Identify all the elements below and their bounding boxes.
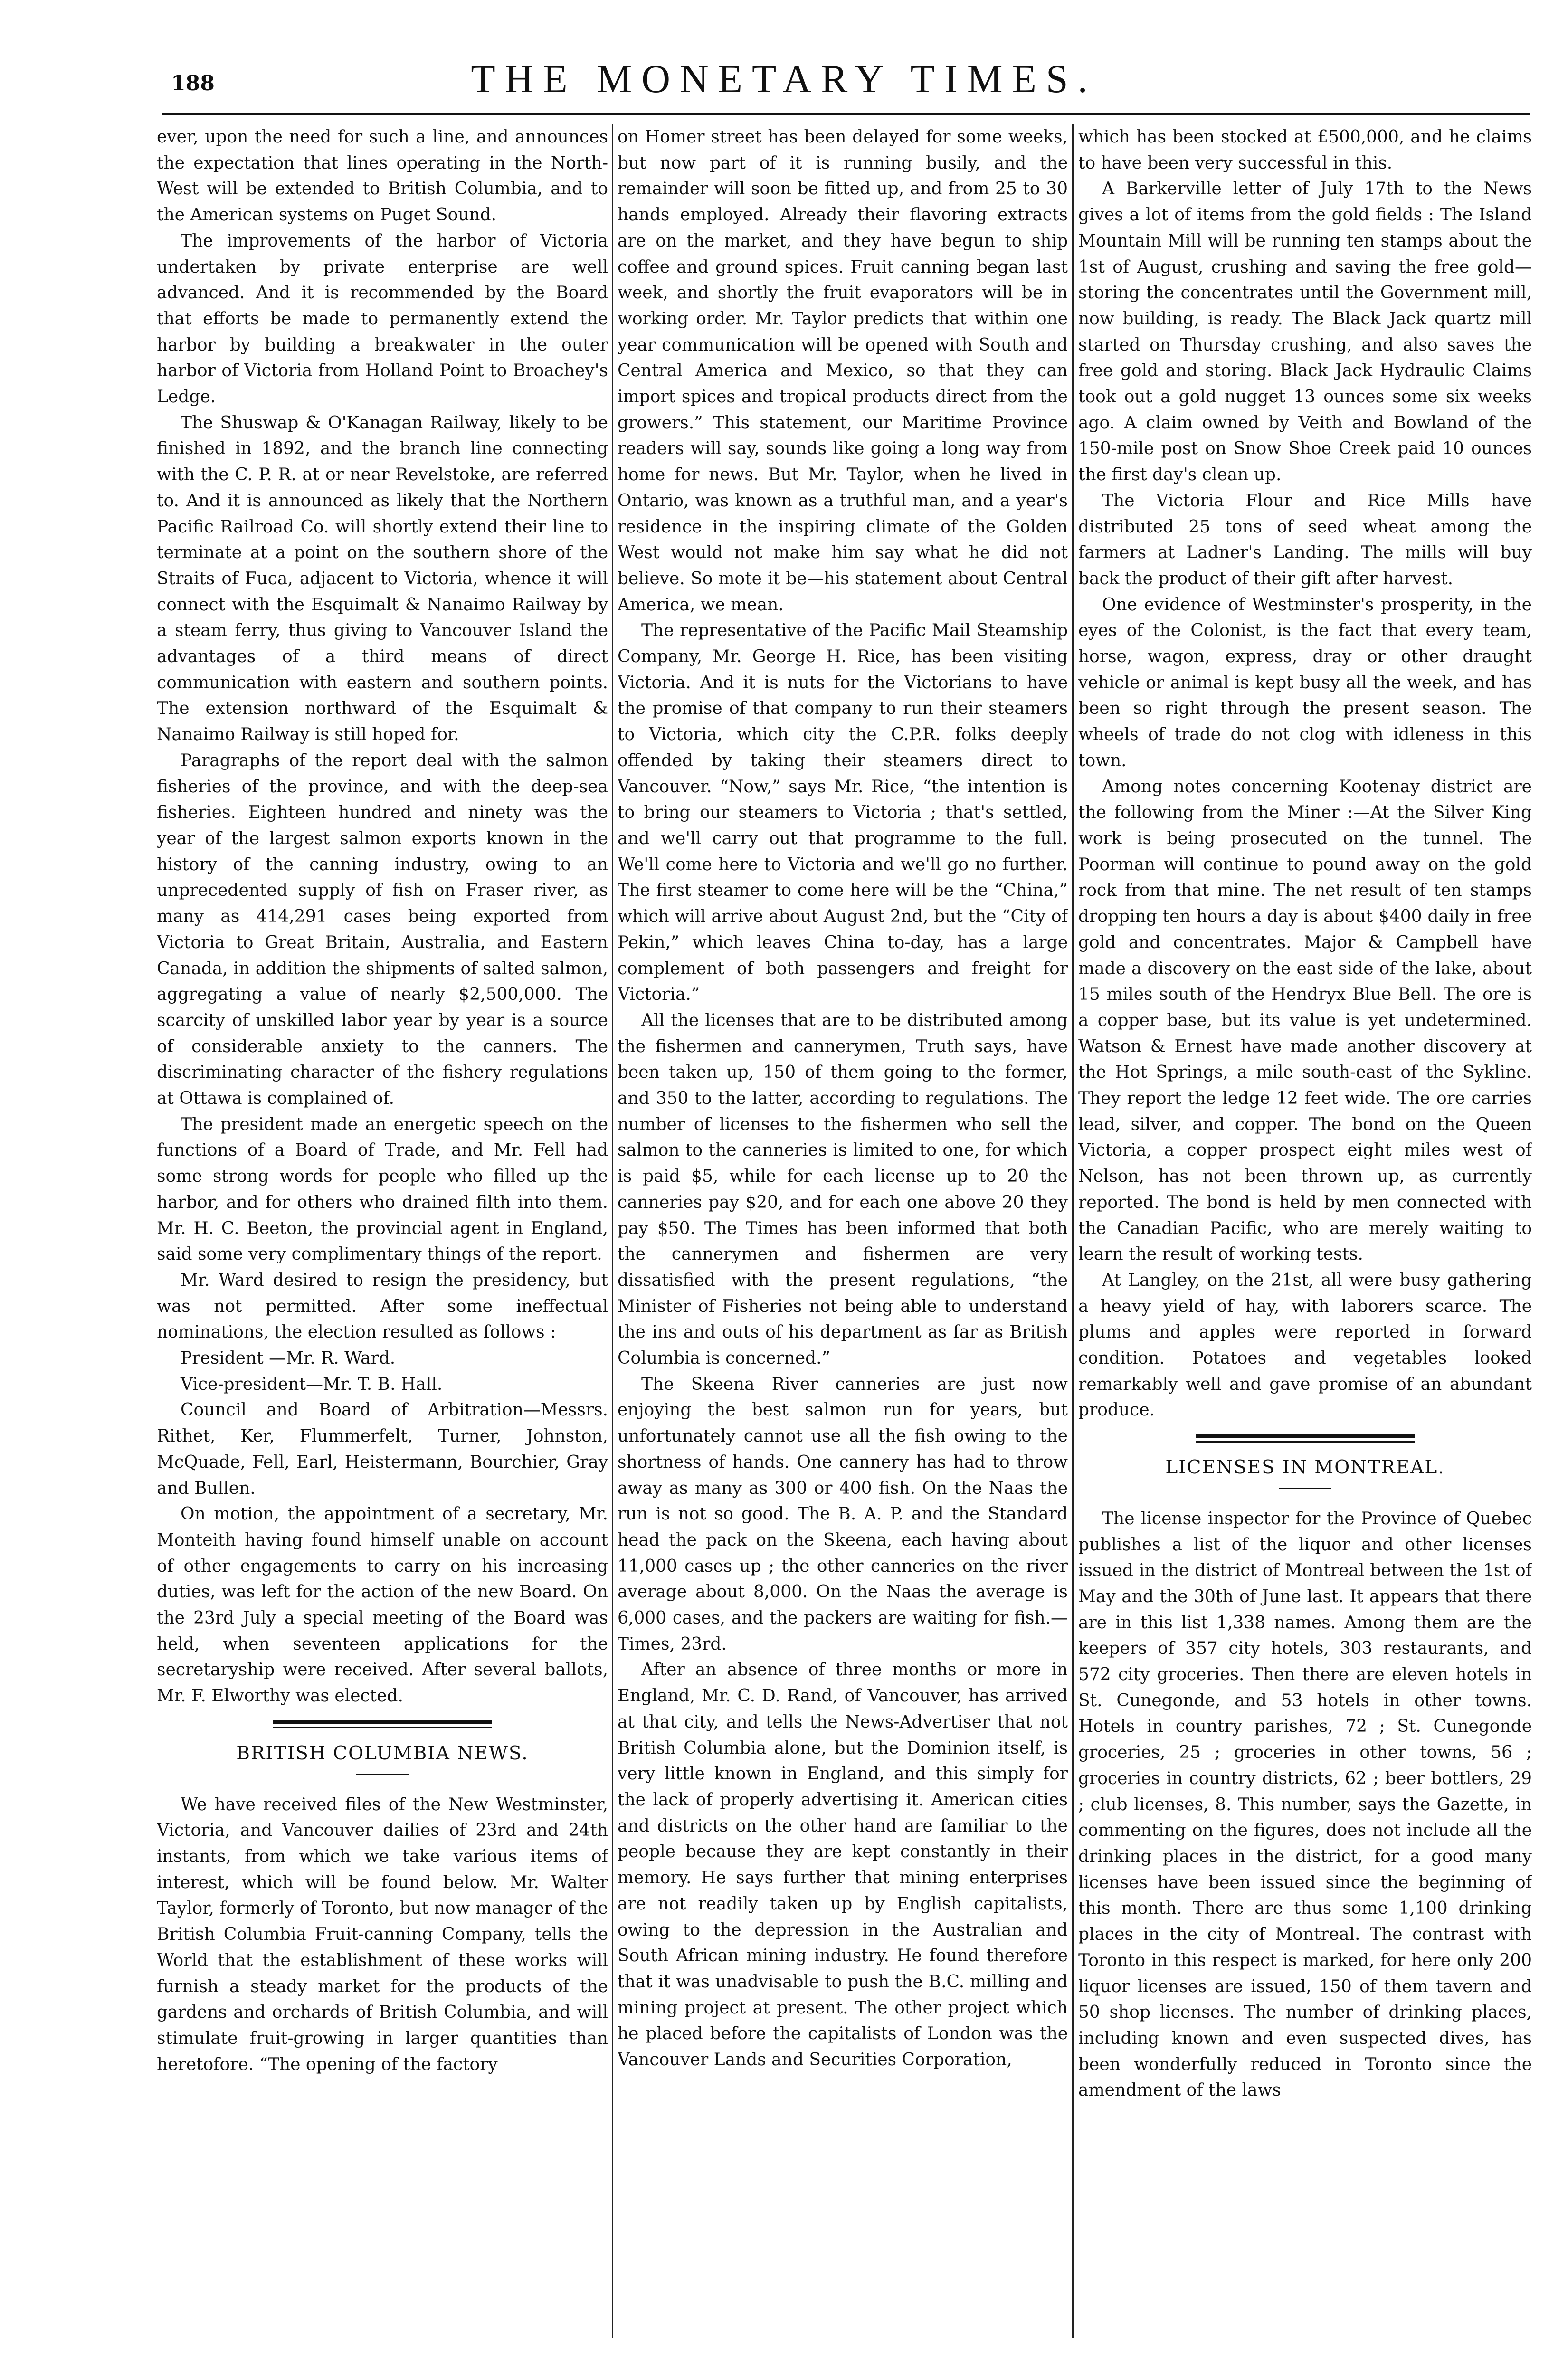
heading-rule xyxy=(1279,1488,1331,1489)
paragraph: Among notes concerning Kootenay district are the following from the Miner :—At the Silver King work is being prosecuted on the tunnel. The Poorman will continue to pound away on the gold rock from that mine. The net result of ten stamps dropping ten hours a day is about $400 daily in free gold and concentrates. Major & Campbell have made a discovery on the east side of the lake, about 15 miles south of the Hendryx Blue Bell. The ore is a copper base, but its value is yet undetermined. Watson & Ernest have made another discovery at the Hot Springs, a mile south-east of the Sykline. They report the ledge 12 feet wide. The ore carries lead, silver, and copper. The bond on the Queen Victoria, a copper prospect eight miles west of Nelson, has not been thrown up, as currently reported. The bond is held by men connected with the Canadian Pacific, who are merely waiting to learn the result of working tests. xyxy=(1078,777,1532,1264)
paragraph: The license inspector for the Province of Quebec publishes a list of the liquor and other licenses issued in the district of Montreal between the 1st of May and the 30th of June last. It appears that there are in this list 1,338 names. Among them are the keepers of 357 city hotels, 303 restaurants, and 572 city groceries. Then there are eleven hotels in St. Cunegonde, and 53 hotels in other towns. Hotels in country parishes, 72 ; St. Cunegonde groceries, 25 ; groceries in other towns, 56 ; groceries in country districts, 62 ; beer bottlers, 29 ; club licenses, 8. This number, says the Gazette, in commenting on the figures, does not include all the drinking places in the district, for a good many licenses have been issued since the beginning of this month. There are thus some 1,100 drinking places in the city of Montreal. The contrast with Toronto in this respect is marked, for here only 200 liquor licenses are issued, 150 of them tavern and 50 shop licenses. The number of drinking places, including known and even suspected dives, has been wonderfully reduced in Toronto since the amendment of the laws xyxy=(1078,1509,1532,2100)
column-2 xyxy=(618,124,1068,2338)
paragraph: ever, upon the need for such a line, and announces the expectation that lines operating in the North-West will be extended to British Columbia, and to the American systems on Puget Sound. xyxy=(157,127,608,225)
paragraph: which has been stocked at £500,000, and he claims to have been very successful in this. xyxy=(1078,127,1532,173)
column-1 xyxy=(157,124,608,2338)
section-divider xyxy=(273,1720,492,1728)
paragraph: The president made an energetic speech on the functions of a Board of Trade, and Mr. Fell had some strong words for people who filled up the harbor, and for others who drained filth into them. Mr. H. C. Beeton, the provincial agent in England, said some very complimentary things of the report. xyxy=(157,1114,608,1264)
paragraph: At Langley, on the 21st, all were busy gathering a heavy yield of hay, with laborers scarce. The plums and apples were reported in forward condition. Potatoes and vegetables looked remarkably well and gave promise of an abundant produce. xyxy=(1078,1270,1532,1420)
paragraph: The representative of the Pacific Mail Steamship Company, Mr. George H. Rice, has been visiting Victoria. And it is nuts for the Victorians to have the promise of that company to run their steamers to Victoria, which city the C.P.R. folks deeply offended by taking their steamers direct to Vancouver. “Now,” says Mr. Rice, “the intention is to bring our steamers to Victoria ; that's settled, and we'll carry out that programme to the full. We'll come here to Victoria and we'll go no further. The first steamer to come here will be the “China,” which will arrive about August 2nd, but the “City of Pekin,” which leaves China to-day, has a large complement of both passengers and freight for Victoria.” xyxy=(618,621,1068,1005)
page-number: 188 xyxy=(171,71,215,95)
paragraph: The Victoria Flour and Rice Mills have distributed 25 tons of seed wheat among the farmers at Ladner's Landing. The mills will buy back the product of their gift after harvest. xyxy=(1078,491,1532,589)
paragraph: Paragraphs of the report deal with the salmon fisheries of the province, and with the deep-sea fisheries. Eighteen hundred and ninety was the year of the largest salmon exports known in the history of the canning industry, owing to an unprecedented supply of fish on Fraser river, as many as 414,291 cases being exported from Victoria to Great Britain, Australia, and Eastern Canada, in addition the shipments of salted salmon, aggregating a value of nearly $2,500,000. The scarcity of unskilled labor year by year is a source of considerable anxiety to the canners. The discriminating character of the fishery regulations at Ottawa is complained of. xyxy=(157,750,608,1109)
paragraph: We have received files of the New Westminster, Victoria, and Vancouver dailies of 23rd and 24th instants, from which we take various items of interest, which will be found below. Mr. Walter Taylor, formerly of Toronto, but now manager of the British Columbia Fruit-canning Company, tells the World that the establishment of these works will furnish a steady market for the products of the gardens and orchards of British Columbia, and will stimulate fruit-growing in larger quantities than heretofore. “The opening of the factory xyxy=(157,1795,608,2074)
heading-rule xyxy=(356,1774,409,1775)
paragraph: The improvements of the harbor of Victoria undertaken by private enterprise are well advanced. And it is recommended by the Board that efforts be made to permanently extend the harbor by building a breakwater in the outer harbor of Victoria from Holland Point to Broachey's Ledge. xyxy=(157,231,608,407)
paragraph: Council and Board of Arbitration—Messrs. Rithet, Ker, Flummerfelt, Turner, Johnston, McQuade, Fell, Earl, Heistermann, Bourchier, Gray and Bullen. xyxy=(157,1400,608,1498)
section-heading: LICENSES IN MONTREAL. xyxy=(1165,1457,1445,1479)
column-3 xyxy=(1078,124,1532,2338)
paragraph: The Shuswap & O'Kanagan Railway, likely to be finished in 1892, and the branch line connecting with the C. P. R. at or near Revelstoke, are referred to. And it is announced as likely that the Northern Pacific Railroad Co. will shortly extend their line to terminate at a point on the southern shore of the Straits of Fuca, adjacent to Victoria, whence it will connect with the Esquimalt & Nanaimo Railway by a steam ferry, thus giving to Vancouver Island the advantages of a third means of direct communication with eastern and southern points. The extension northward of the Esquimalt & Nanaimo Railway is still hoped for. xyxy=(157,413,608,745)
paragraph: All the licenses that are to be distributed among the fishermen and cannerymen, Truth says, have been taken up, 150 of them going to the former, and 350 to the latter, according to regulations. The number of licenses to the fishermen who sell the salmon to the canneries is limited to one, for which is paid $5, while for each license up to 20 the canneries pay $20, and for each one above 20 they pay $50. The Times has been informed that both the cannerymen and fishermen are very dissatisfied with the present regulations, “the Minister of Fisheries not being able to understand the ins and outs of his department as far as British Columbia is concerned.” xyxy=(618,1010,1068,1368)
column-rule xyxy=(612,124,613,2338)
paragraph: One evidence of Westminster's prosperity, in the eyes of the Colonist, is the fact that every team, horse, wagon, express, dray or other draught vehicle or animal is kept busy all the week, and has been so right through the present season. The wheels of trade do not clog with idleness in this town. xyxy=(1078,595,1532,770)
paragraph: On motion, the appointment of a secretary, Mr. Monteith having found himself unable on account of other engagements to carry on his increasing duties, was left for the action of the new Board. On the 23rd July a special meeting of the Board was held, when seventeen applications for the secretaryship were received. After several ballots, Mr. F. Elworthy was elected. xyxy=(157,1504,608,1706)
paragraph: on Homer street has been delayed for some weeks, but now part of it is running busily, and the remainder will soon be fitted up, and from 25 to 30 hands employed. Already their flavoring extracts are on the market, and they have begun to ship coffee and ground spices. Fruit canning began last week, and shortly the fruit evaporators will be in working order. Mr. Taylor predicts that within one year communication will be opened with South and Central America and Mexico, so that they can import spices and tropical products direct from the growers.” This statement, our Maritime Province readers will say, sounds like going a long way from home for news. But Mr. Taylor, when he lived in Ontario, was known as a truthful man, and a year's residence in the inspiring climate of the Golden West would not make him say what he did not believe. So mote it be—his statement about Central America, we mean. xyxy=(618,127,1068,615)
section-heading: BRITISH COLUMBIA NEWS. xyxy=(236,1742,529,1764)
section-divider xyxy=(1196,1434,1415,1443)
paragraph: After an absence of three months or more in England, Mr. C. D. Rand, of Vancouver, has arrived at that city, and tells the News-Advertiser that not British Columbia alone, but the Dominion itself, is very little known in England, and this simply for the lack of properly advertising it. American cities and districts on the other hand are familiar to the people because they are kept constantly in their memory. He says further that mining enterprises are not readily taken up by English capitalists, owing to the depression in the Australian and South African mining industry. He found therefore that it was unadvisable to push the B.C. milling and mining project at present. The other project which he placed before the capitalists of London was the Vancouver Lands and Securities Corporation, xyxy=(618,1660,1068,2070)
paragraph: The Skeena River canneries are just now enjoying the best salmon run for years, but unfortunately cannot use all the fish owing to the shortness of hands. One cannery has had to throw away as many as 300 or 400 fish. On the Naas the run is not so good. The B. A. P. and the Standard head the pack on the Skeena, each having about 11,000 cases up ; the other canneries on the river average about 8,000. On the Naas the average is 6,000 cases, and the packers are waiting for fish.—Times, 23rd. xyxy=(618,1374,1068,1654)
column-rule xyxy=(1072,124,1074,2338)
header-rule xyxy=(162,113,1530,115)
paragraph: A Barkerville letter of July 17th to the News gives a lot of items from the gold fields : The Island Mountain Mill will be running ten stamps about the 1st of August, crushing and saving the free gold—storing the concentrates until the Government mill, now building, is ready. The Black Jack quartz mill started on Thursday crushing, and also saves the free gold and storing. Black Jack Hydraulic Claims took out a gold nugget 13 ounces some six weeks ago. A claim owned by Veith and Bowland of the 150-mile post on Snow Shoe Creek paid 10 ounces the first day's clean up. xyxy=(1078,179,1532,485)
masthead-title: THE MONETARY TIMES. xyxy=(471,57,1097,101)
officer-line: President —Mr. R. Ward. xyxy=(181,1348,396,1368)
paragraph: Mr. Ward desired to resign the presidency, but was not permitted. After some ineffectual nominations, the election resulted as follows : xyxy=(157,1270,608,1342)
officer-line: Vice-president—Mr. T. B. Hall. xyxy=(181,1374,443,1394)
